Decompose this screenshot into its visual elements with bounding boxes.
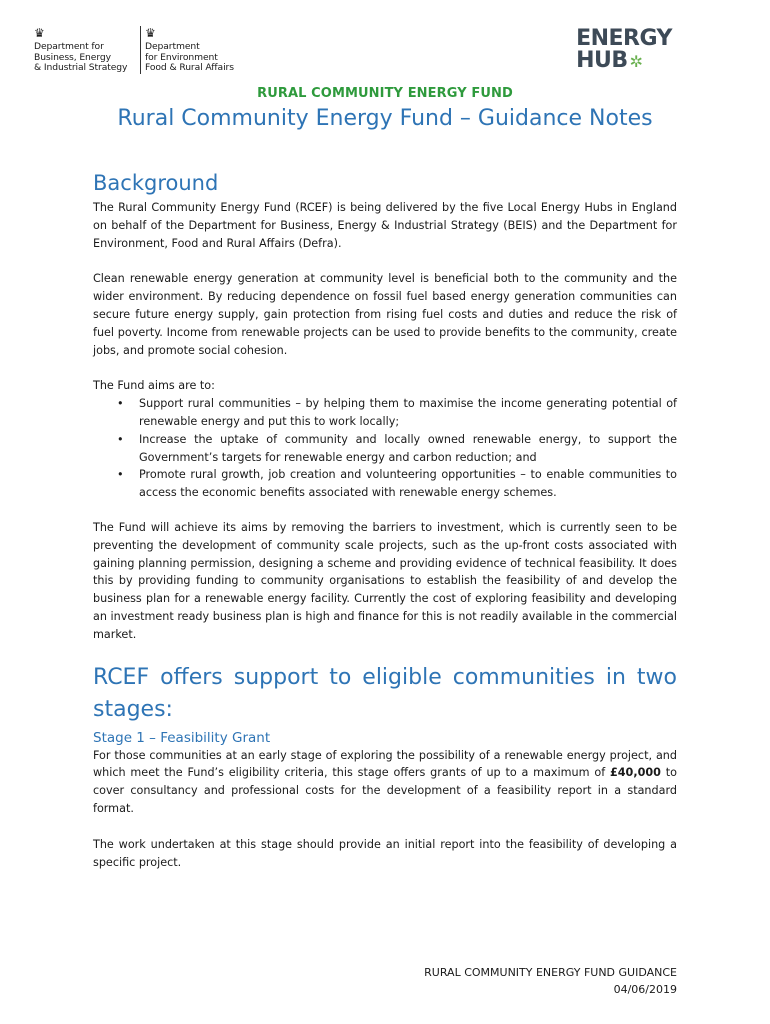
stage-1-text-before: For those communities at an early stage of exploring the possibility of a renewable energy project, and which meet the Fund’s eligibility criteria, this stage offers grants of up to a maximum of xyxy=(93,748,677,780)
aims-list-item: • Increase the uptake of community and locally owned renewable energy, to support the Government’s targets for renewable energy and carbon reduction; and xyxy=(139,431,677,467)
document-title: Rural Community Energy Fund – Guidance Notes xyxy=(117,106,653,131)
royal-crest-icon: ♛ xyxy=(34,26,45,40)
beis-line-2: Business, Energy xyxy=(34,51,111,63)
energy-hub-logo xyxy=(576,28,672,73)
star-icon: ✲ xyxy=(629,52,643,71)
stage-1-heading: Stage 1 – Feasibility Grant xyxy=(93,729,271,746)
footer-date: 04/06/2019 xyxy=(613,983,677,996)
background-heading: Background xyxy=(93,171,219,195)
stage-1-paragraph-1 xyxy=(93,747,677,818)
beis-line-1: Department for xyxy=(34,41,104,52)
defra-line-3: Food & Rural Affairs xyxy=(145,62,234,73)
hub-logo-line-1: ENERGY xyxy=(576,26,672,51)
defra-logo xyxy=(140,26,255,74)
background-paragraph-1: The Rural Community Energy Fund (RCEF) is being delivered by the five Local Energy Hubs in England on behalf of the Department for Business, Energy & Industrial Strategy (BEIS) and the Department for Environment, Food and Rural Affairs (Defra). xyxy=(93,201,677,250)
document-body xyxy=(93,170,677,889)
background-paragraph-2: Clean renewable energy generation at community level is beneficial both to the community and the wider environment. By reducing dependence on fossil fuel based energy generation communities can secure future energy supply, gain protection from rising fuel costs and duties and reduce the risk of fuel poverty. Income from renewable projects can be used to provide benefits to the community, create jobs, and promote social cohesion. xyxy=(93,272,677,357)
stage-1-grant-amount: £40,000 xyxy=(609,766,661,780)
page-footer xyxy=(424,964,677,998)
aims-list-item: • Support rural communities – by helping them to maximise the income generating potential of renewable energy and put this to work locally; xyxy=(139,395,677,431)
aims-intro: The Fund aims are to: xyxy=(93,379,215,393)
stages-heading: RCEF offers support to eligible communities in two stages: xyxy=(93,664,677,722)
defra-line-2: for Environment xyxy=(145,51,218,63)
stage-1-text-after: to cover consultancy and professional costs for the development of a feasibility report in a standard format. xyxy=(93,766,677,815)
background-paragraph-3: The Fund will achieve its aims by removing the barriers to investment, which is currently seen to be preventing the development of community scale projects, such as the up-front costs associated with gaining planning permission, designing a scheme and providing evidence of technical feasibility. It does this by providing funding to community organisations to establish the feasibility of and develop the business plan for a renewable energy facility. Currently the cost of exploring feasibility and developing an investment ready business plan is high and finance for this is not readily available in the commercial market. xyxy=(93,520,677,641)
beis-line-3: & Industrial Strategy xyxy=(34,62,128,73)
aims-list-item: • Promote rural growth, job creation and volunteering opportunities – to enable communities to access the economic benefits associated with renewable energy schemes. xyxy=(139,466,677,502)
stage-1-paragraph-2: The work undertaken at this stage should provide an initial report into the feasibility of developing a specific project. xyxy=(93,837,677,869)
beis-logo xyxy=(34,26,134,74)
aims-list xyxy=(93,395,677,502)
footer-title: RURAL COMMUNITY ENERGY FUND GUIDANCE xyxy=(424,966,677,979)
hub-logo-line-2: HUB xyxy=(576,48,628,73)
defra-line-1: Department xyxy=(145,41,200,52)
document-kicker: RURAL COMMUNITY ENERGY FUND xyxy=(257,86,513,101)
royal-crest-icon: ♛ xyxy=(145,26,156,40)
